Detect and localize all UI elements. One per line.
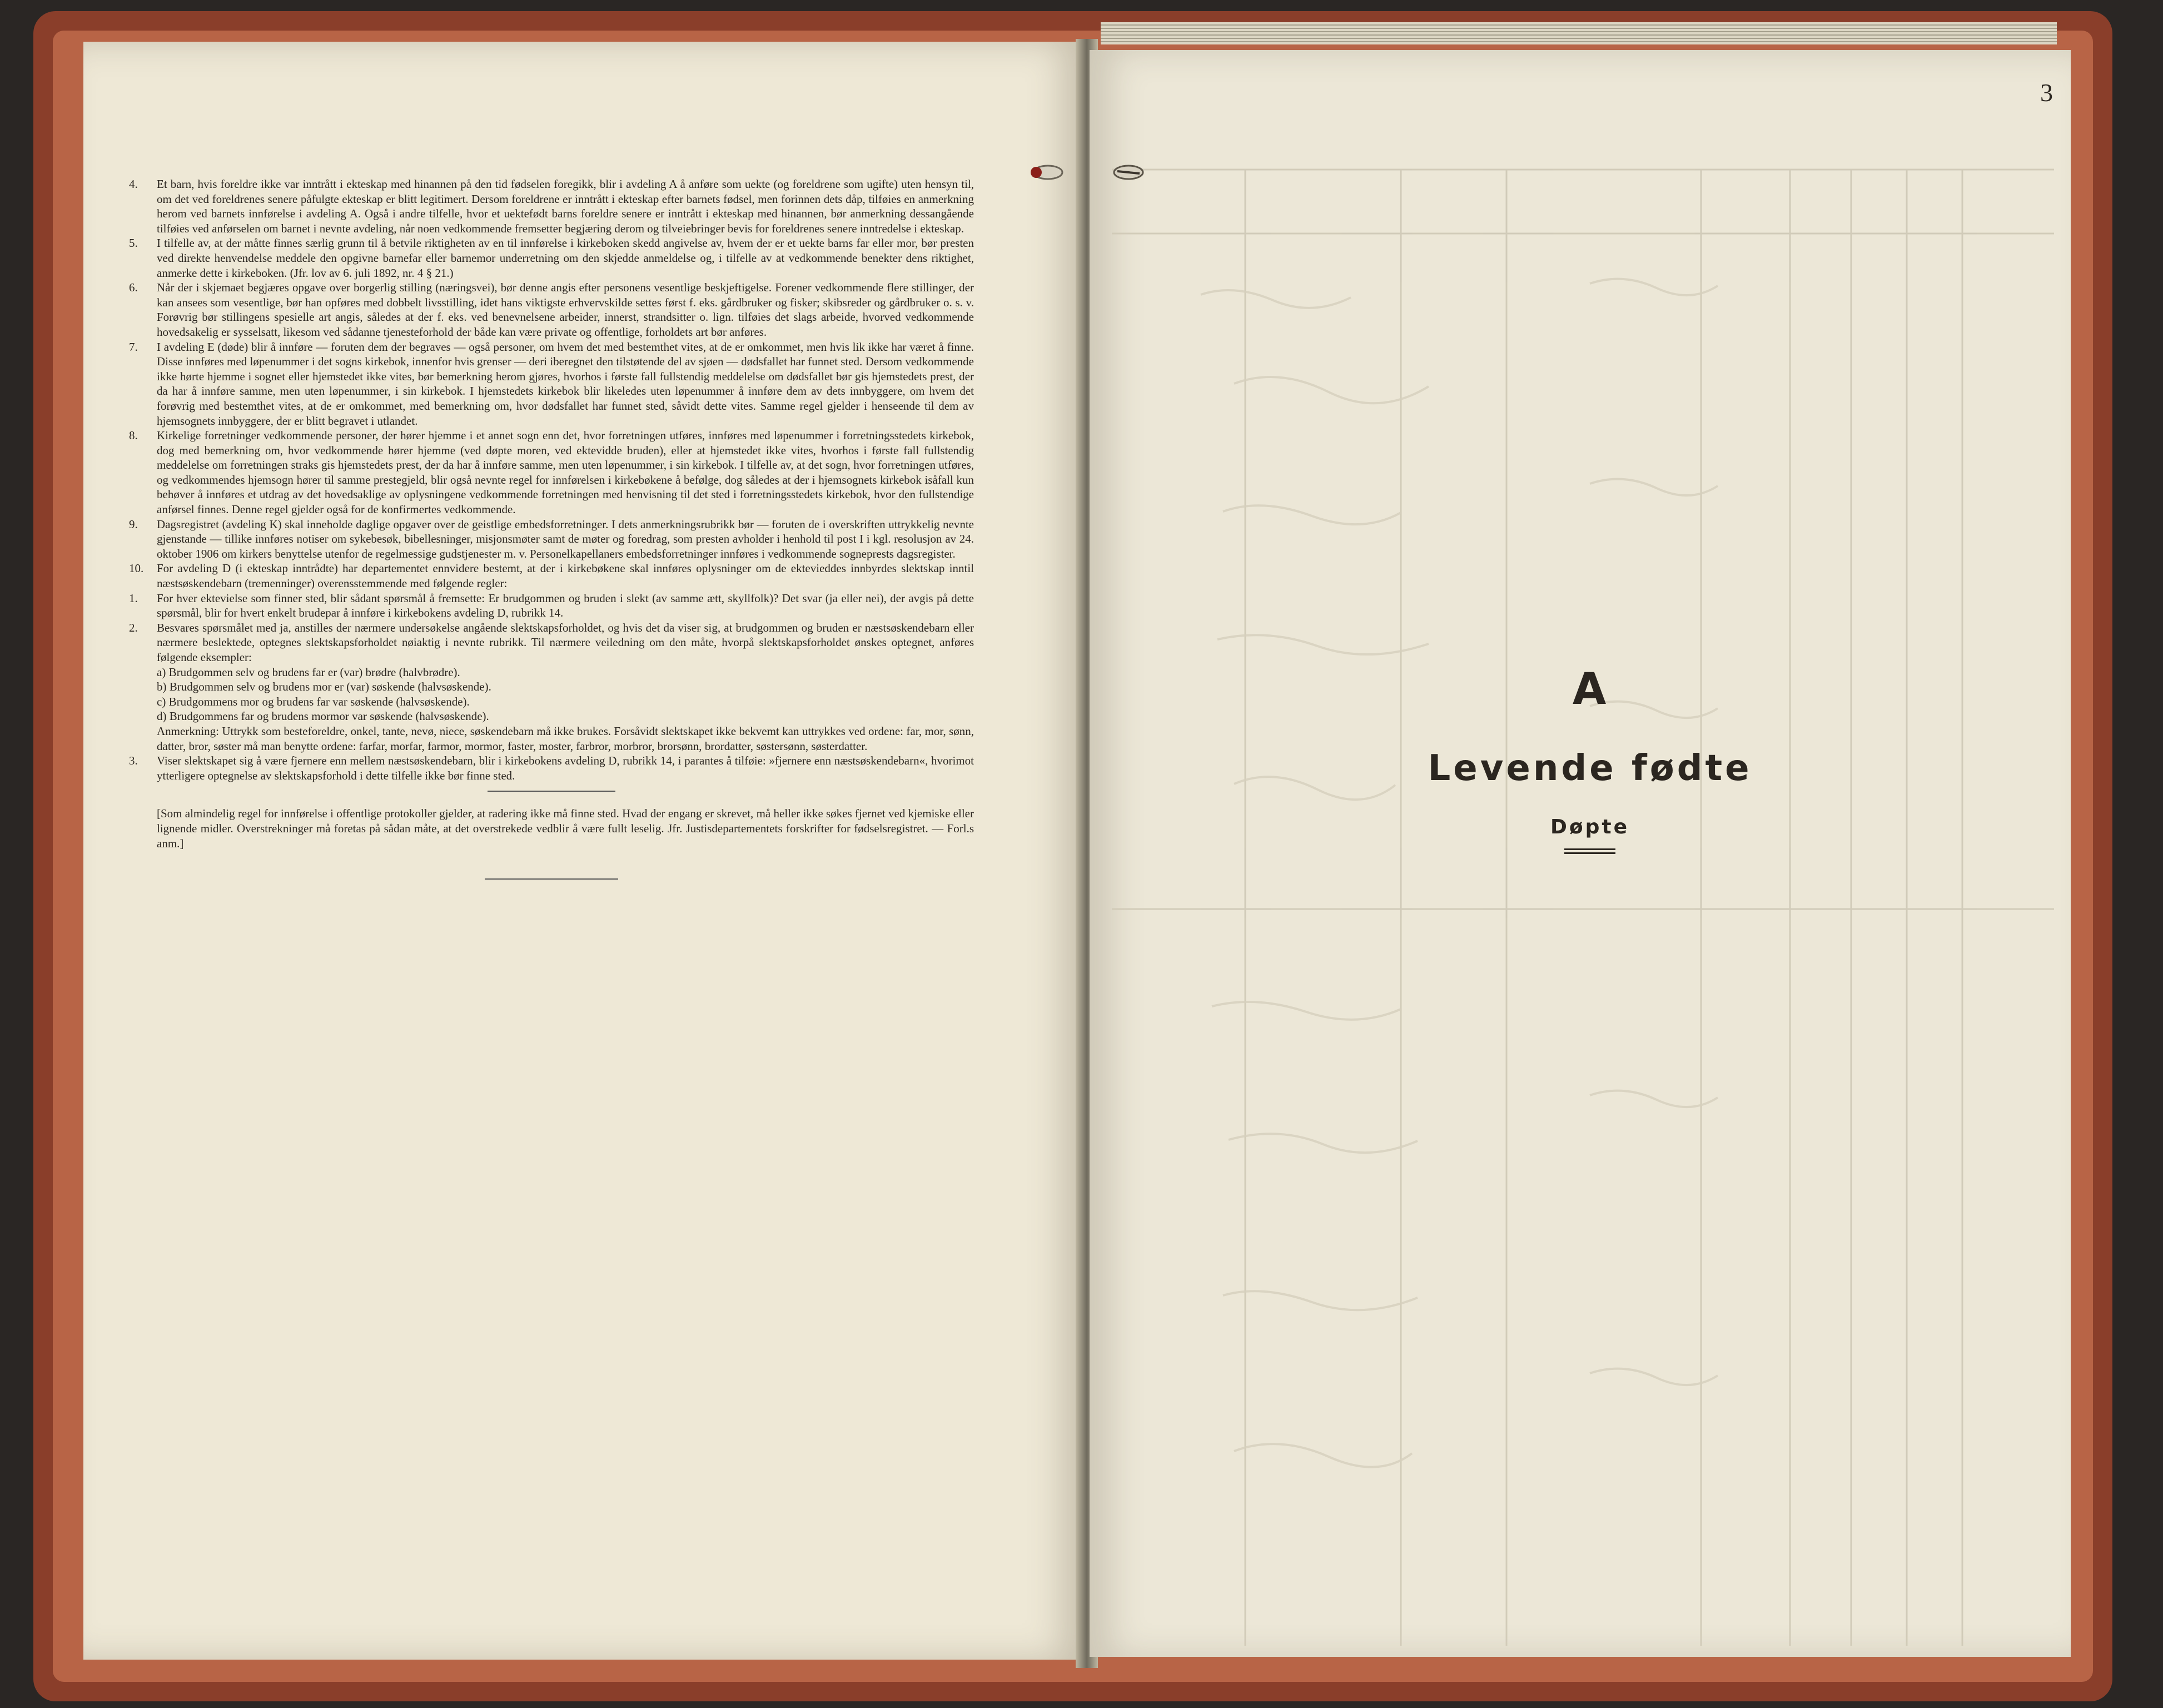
- binding-pin-icon: [1028, 161, 1067, 183]
- divider: [485, 878, 618, 880]
- subrule-number: 1.: [129, 591, 138, 605]
- instructions-text: [129, 177, 974, 880]
- subrule-item: [129, 620, 974, 665]
- rule-item: [129, 177, 974, 236]
- rule-text: For avdeling D (i ekteskap inntrådte) har departementet ennvidere bestemt, at der i kirkebøkene skal innføres oplysninger om de ektevieddes innbyrdes slektskap inntil næstsøskendebarn (tremenninger) overensstemmende med følgende regler:: [157, 562, 974, 590]
- rule-number: 7.: [129, 340, 138, 354]
- rule-item: [129, 517, 974, 562]
- rule-number: 10.: [129, 562, 144, 575]
- example-line: a) Brudgommen selv og brudens far er (var) brødre (halvbrødre).: [157, 665, 460, 679]
- examples-block: [129, 665, 974, 754]
- subrule-item: [129, 591, 974, 620]
- rule-item: [129, 236, 974, 280]
- anmerkning-text: Anmerkning: Uttrykk som besteforeldre, onkel, tante, nevø, niece, søskendebarn må ikke brukes. Forsåvidt slektskapet ikke bekvemt kan uttrykkes ved ordene: far, mor, sønn, datter, bror, søster må man benytte ordene: farfar, morfar, farmor, mormor, faster, moster, farbror, morbror, brorsønn, brordatter, søstersønn, søsterdatter.: [157, 724, 974, 753]
- page-number: 3: [2040, 78, 2053, 107]
- rule-text: Når der i skjemaet begjæres opgave over borgerlig stilling (næringsvei), bør denne angis efter personens vesentlige beskjeftigelse. Forener vedkommende flere stillinger, der kan ansees som vesentlige, bør han opføres med dobbelt livsstilling, idet hans viktigste erhvervskilde settes først f. eks. gårdbruker og fisker; skibsreder og gårdbruker o. s. v. Forøvrig bør stillingens spesielle art angis, således at der f. eks. ved benevnelsene arbeider, innerst, strandsitter o. lign. tilføies det slags arbeide, hvorved vedkommende hovedsakelig er sysselsatt, likesom ved sådanne tjenesteforhold der både kan være private og offentlige, forholdets art bør anføres.: [157, 281, 974, 339]
- rule-number: 4.: [129, 177, 138, 191]
- section-subtitle: Døpte: [1550, 816, 1629, 838]
- subrule-text: For hver ektevielse som finner sted, blir sådant spørsmål å fremsette: Er brudgommen og bruden i slekt (av samme ætt, skyllfolk)? Det svar (ja eller nei), der avgis på dette spørsmål, blir for hvert enkelt brudepar å innføre i kirkebokens avdeling D, rubrikk 14.: [157, 591, 974, 620]
- rule-item: [129, 280, 974, 339]
- section-letter: A: [1572, 664, 1608, 714]
- rule-item: [129, 561, 974, 590]
- section-title: Levende fødte: [1428, 748, 1752, 789]
- subrule-number: 3.: [129, 754, 138, 768]
- rule-text: I avdeling E (døde) blir å innføre — foruten dem der begraves — også personer, om hvem det med bestemthet vites, at de er omkommet, men hvis lik ikke har været å finne. Disse innføres med løpenummer i det sogns kirkebok, innenfor hvis grenser — deri iberegnet den tilstøtende del av sjøen — dødsfallet har funnet sted. Dersom vedkommende ikke hørte hjemme i sognet eller hjemstedet ikke vites, bør bemerkning herom gjøres, hvorhos i første fall fullstendig meddelelse om dødsfallet bør gis hjemstedets prest, der da har å innføre samme, men uten løpenummer, i sin kirkebok. I hjemstedets kirkebok blir likeledes uten løpenummer å innføre dem av dets innbyggere, om hvem det forøvrig med bestemthet vites, at de er omkommet, med bemerkning om, hvor dødsfallet har funnet sted, såvidt dette vites. Samme regel gjelder i henseende til dem av hjemsognets innbyggere, der er blitt begravet i utlandet.: [157, 340, 974, 428]
- rule-number: 8.: [129, 429, 138, 443]
- example-line: b) Brudgommen selv og brudens mor er (var) søskende (halvsøskende).: [157, 680, 491, 694]
- footnote-text: [Som almindelig regel for innførelse i offentlige protokoller gjelder, at radering ikke må finne sted. Hvad der engang er skrevet, må heller ikke søkes fjernet ved kjemiske eller lignende midler. Overstrekninger må foretas på sådan måte, at det overstrekede vedblir å være fullt leselig. Jfr. Justisdepartementets forskrifter for fødselsregistret. — Forl.s anm.]: [157, 807, 974, 850]
- subrule-text: Viser slektskapet sig å være fjernere enn mellem næstsøskendebarn, blir i kirkebokens avdeling D, rubrikk 14, i parantes å tilføie: »fjernere enn næstsøskendebarn«, hvorimot ytterligere optegnelse av slektskapsforhold i dette tilfelle ikke bør finne sted.: [157, 754, 974, 782]
- rule-text: Et barn, hvis foreldre ikke var inntrått i ekteskap med hinannen på den tid fødselen foregikk, blir i avdeling A å anføre som uekte (og foreldrene som ugifte) uten hensyn til, om det ved foreldrenes senere påfulgte ekteskap er blitt legitimert. Dersom foreldrene er inntrått i ekteskap efter barnets fødsel, men forinnen dets dåp, tilføies en anmerkning herom ved barnets innførelse i avdeling A. Også i andre tilfelle, hvor et uektefødt barns foreldre senere er inntrått i ekteskap med hinannen, bør anmerkning dessangående tilføies ved anførselen om barnet i nevnte avdeling, når noen vedkommende fremsetter begjæring derom og tilveiebringer bevis for foreldrenes senere inntredelse i ekteskap.: [157, 177, 974, 235]
- example-line: c) Brudgommens mor og brudens far var søskende (halvsøskende).: [157, 694, 470, 708]
- rule-text: I tilfelle av, at der måtte finnes særlig grunn til å betvile riktigheten av en til innførelse i kirkeboken skedd angivelse av, hvem der er et uekte barns far eller mor, bør presten ved direkte henvendelse meddele den opgivne barnefar eller barnemor underretning om den skjedde anmeldelse og, i tilfelle av at vedkommende benekter dens riktighet, anmerke dette i kirkeboken. (Jfr. lov av 6. juli 1892, nr. 4 § 21.): [157, 236, 974, 280]
- rule-text: Dagsregistret (avdeling K) skal inneholde daglige opgaver over de geistlige embedsforretninger. I dets anmerkningsrubrikk bør — foruten de i overskriften uttrykkelig nevnte gjenstande — tillike innføres notiser om sykebesøk, bibellesninger, misjonsmøter samt de møter og foredrag, som presten avholder i henhold til post I i kgl. resolusjon av 24. oktober 1906 om kirkers benyttelse utenfor de regelmessige gudstjenester m. v. Personelkapellaners embedsforretninger innføres i vedkommende sogneprests dagsregister.: [157, 517, 974, 560]
- rule-number: 5.: [129, 236, 138, 250]
- example-line: d) Brudgommens far og brudens mormor var søskende (halvsøskende).: [157, 709, 489, 723]
- rule-number: 9.: [129, 517, 138, 531]
- section-heading: [1368, 664, 1812, 854]
- divider: [488, 791, 615, 792]
- subrule-number: 2.: [129, 620, 138, 634]
- rule-item: [129, 428, 974, 517]
- binding-pin-icon: [1109, 161, 1148, 183]
- page-stack-edge: [1101, 22, 2057, 44]
- subrule-text: Besvares spørsmålet med ja, anstilles der nærmere undersøkelse angående slektskapsforholdet, og hvis det da viser sig, at brudgommen og bruden er næstsøskendebarn eller nærmere beslektede, optegnes slektskapsforholdet nøiaktig i nevnte rubrikk. Til nærmere veiledning om den måte, hvorpå slektskapsforholdet ønskes optegnet, anføres følgende eksempler:: [157, 620, 974, 664]
- rule-number: 6.: [129, 281, 138, 295]
- double-rule: [1564, 848, 1615, 854]
- rule-item: [129, 340, 974, 429]
- subrule-item: [129, 753, 974, 783]
- rule-text: Kirkelige forretninger vedkommende personer, der hører hjemme i et annet sogn enn det, hvor forretningen utføres, innføres med løpenummer i forretningsstedets kirkebok, dog med bemerkning om, hvor vedkommende hører hjemme (ved døpte moren, ved ektevidde bruden), eller at hjemstedet ikke vites, hvorhos i første fall fullstendig meddelelse om forretningen straks gis hjemstedets prest, der da har å innføre samme, men uten løpenummer, i sin kirkebok. I tilfelle av, at det sogn, hvor forretningen utføres, og vedkommendes hjemsogn hører til samme prestegjeld, blir også nevnte regel for innførelsen i kirkebøkene å befølge, dog således at der i hjemsognets kirkebok isåfall kun behøver å innføres et utdrag av det hovedsaklige av oplysningene vedkommende forretningen med henvisning til det sted i forretningsstedets kirkebok, hvor den fullstendige anførsel finnes. Denne regel gjelder også for de konfirmertes vedkommende.: [157, 429, 974, 517]
